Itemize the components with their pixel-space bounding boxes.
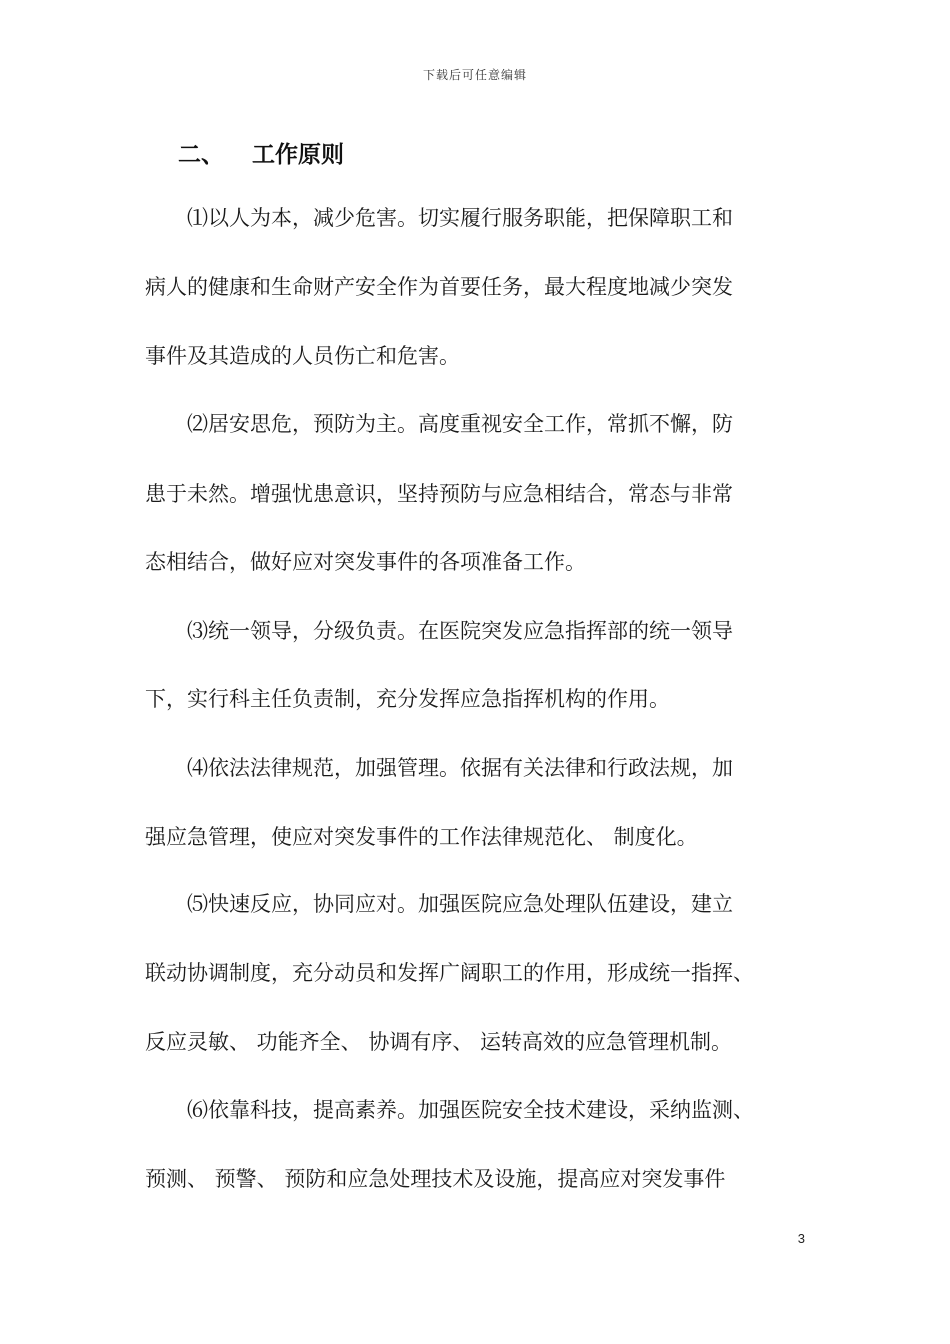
page-header: 下载后可任意编辑 xyxy=(422,68,527,82)
paragraph-1-line-2: 病人的健康和生命财产安全作为首要任务，最大程度地减少突发 xyxy=(145,275,733,299)
paragraph-4-line-2: 强应急管理，使应对突发事件的工作法律规范化、 制度化。 xyxy=(145,825,698,849)
paragraph-6-line-2: 预测、 预警、 预防和应急处理技术及设施，提高应对突发事件 xyxy=(145,1167,726,1191)
paragraph-5-line-1: ⑸快速反应，协同应对。加强医院应急处理队伍建设，建立 xyxy=(187,892,733,916)
page-number: 3 xyxy=(797,1231,805,1246)
section-number: 二、 xyxy=(178,142,224,168)
paragraph-2-line-3: 态相结合，做好应对突发事件的各项准备工作。 xyxy=(145,550,586,574)
paragraph-3-line-1: ⑶统一领导，分级负责。在医院突发应急指挥部的统一领导 xyxy=(187,619,733,643)
section-heading xyxy=(178,136,344,169)
section-title: 工作原则 xyxy=(252,142,344,168)
paragraph-1-line-1: ⑴以人为本，减少危害。切实履行服务职能，把保障职工和 xyxy=(187,206,733,230)
paragraph-3-line-2: 下，实行科主任负责制，充分发挥应急指挥机构的作用。 xyxy=(145,687,670,711)
paragraph-6-line-1: ⑹依靠科技，提高素养。加强医院安全技术建设，采纳监测、 xyxy=(187,1098,754,1122)
paragraph-1-line-3: 事件及其造成的人员伤亡和危害。 xyxy=(145,344,460,368)
paragraph-5-line-2: 联动协调制度，充分动员和发挥广阔职工的作用，形成统一指挥、 xyxy=(145,961,754,985)
paragraph-5-line-3: 反应灵敏、 功能齐全、 协调有序、 运转高效的应急管理机制。 xyxy=(145,1030,733,1054)
paragraph-2-line-1: ⑵居安思危，预防为主。高度重视安全工作，常抓不懈，防 xyxy=(187,412,733,436)
paragraph-2-line-2: 患于未然。增强忧患意识，坚持预防与应急相结合，常态与非常 xyxy=(145,482,733,506)
paragraph-4-line-1: ⑷依法法律规范，加强管理。依据有关法律和行政法规，加 xyxy=(187,756,733,780)
